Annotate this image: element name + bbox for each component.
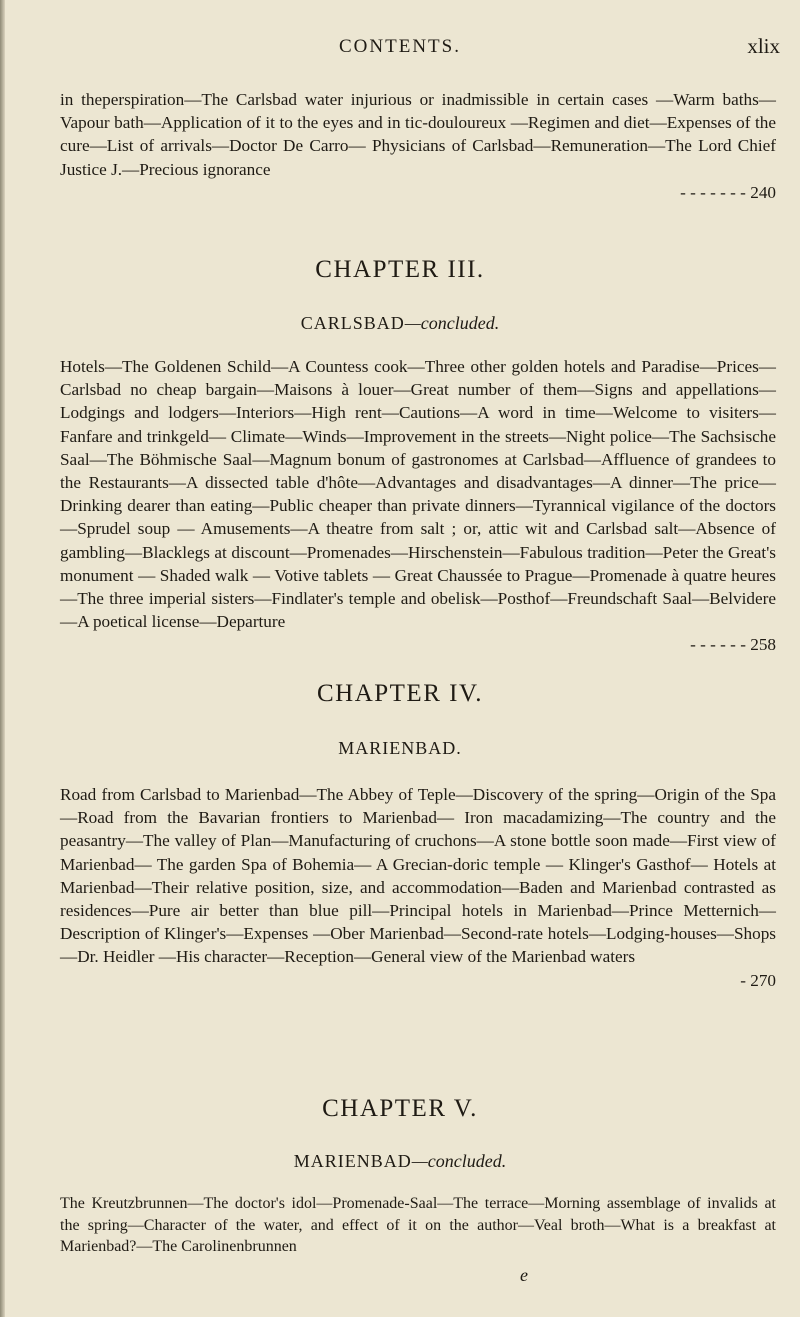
chapter-4-subtitle: MARIENBAD. [338, 738, 462, 758]
chapter-3-heading: CHAPTER III. [315, 256, 485, 283]
running-head-title: CONTENTS. [339, 36, 461, 57]
chapter-4-page-ref: 270 [750, 970, 776, 990]
chapter-4-heading: CHAPTER IV. [316, 680, 484, 707]
page-number: xlix [747, 34, 780, 58]
chapter-5-heading: CHAPTER V. [322, 1095, 478, 1122]
chapter-3-page-ref-line [60, 633, 776, 656]
intro-page-ref-line [60, 181, 776, 204]
chapter-3-subtitle [0, 313, 800, 334]
leader-dots: - [740, 970, 746, 990]
chapter-5-contents-text: The Kreutzbrunnen—The doctor's idol—Promenade-Saal—The terrace—Morning assemblage of invalids at the spring—Character of the water, and effect of it on the author—Veal broth—What is a breakfast at Marienbad?—The Carolinenbrunnen [60, 1195, 776, 1256]
chapter-5-subtitle [0, 1151, 800, 1172]
intro-page-ref: 240 [750, 182, 776, 202]
chapter-5-subtitle-suffix: —concluded. [411, 1151, 507, 1171]
chapter-4-contents-block [60, 783, 776, 992]
chapter-3-contents-block [60, 355, 776, 657]
signature-mark: e [520, 1265, 528, 1285]
running-head [0, 34, 800, 64]
chapter-5-subtitle-main: MARIENBAD [293, 1151, 412, 1171]
chapter-3-subtitle-main: CARLSBAD [300, 313, 405, 333]
chapter-4-contents-text: Road from Carlsbad to Marienbad—The Abbey of Teple—Discovery of the spring—Origin of the Spa—Road from the Bavarian frontiers to Marienbad— Iron macadamizing—The country and the peasantry—The valley of Plan—Manufacturing of cruchons—A stone bottle soon made—First view of Marienbad— The garden Spa of Bohemia— A Grecian-doric temple — Klinger's Gasthof— Hotels at Marienbad—Their relative position, size, and accommodation—Baden and Marienbad contrasted as residences—Pure air better than blue pill—Principal hotels in Marienbad—Prince Metternich—Description of Klinger's—Expenses —Ober Marienbad—Second-rate hotels—Lodging-houses—Shops—Dr. Heidler —His character—Reception—General view of the Marienbad waters [60, 785, 776, 967]
intro-contents-text: in theperspiration—The Carlsbad water injurious or inadmissible in certain cases —Warm baths—Vapour bath—Application of it to the eyes and in tic-douloureux —Regimen and diet—Expenses of the cure—List of arrivals—Doctor De Carro— Physicians of Carlsbad—Remuneration—The Lord Chief Justice J.—Precious ignorance [60, 90, 776, 179]
leader-dots: - - - - - - - [680, 182, 746, 202]
intro-contents-block [60, 88, 776, 204]
chapter-5-contents-block [60, 1193, 776, 1258]
chapter-3-contents-text: Hotels—The Goldenen Schild—A Countess cook—Three other golden hotels and Paradise—Prices—Carlsbad no cheap bargain—Maisons à louer—Great number of them—Signs and appellations—Lodgings and lodgers—Interiors—High rent—Cautions—A word in time—Welcome to visiters—Fanfare and trinkgeld— Climate—Winds—Improvement in the streets—Night police—The Sachsische Saal—The Böhmische Saal—Magnum bonum of gastronomes at Carlsbad—Affluence of grandees to the Restaurants—A dissected table d'hôte—Advantages and disadvantages—A dinner—The price—Drinking dearer than eating—Public cheaper than private dinners—Tyrannical vigilance of the doctors—Sprudel soup — Amusements—A theatre from salt ; or, attic wit and Carlsbad salt—Absence of gambling—Blacklegs at discount—Promenades—Hirschenstein—Fabulous tradition—Peter the Great's monument — Shaded walk — Votive tablets — Great Chaussée to Prague—Promenade à quatre heures—The three imperial sisters—Findlater's temple and obelisk—Posthof—Freundschaft Saal—Belvidere—A poetical license—Departure [60, 357, 776, 632]
chapter-3-page-ref: 258 [750, 635, 776, 655]
chapter-4-page-ref-line [60, 969, 776, 992]
chapter-3-subtitle-suffix: —concluded. [404, 313, 500, 333]
leader-dots: - - - - - - [690, 635, 746, 655]
